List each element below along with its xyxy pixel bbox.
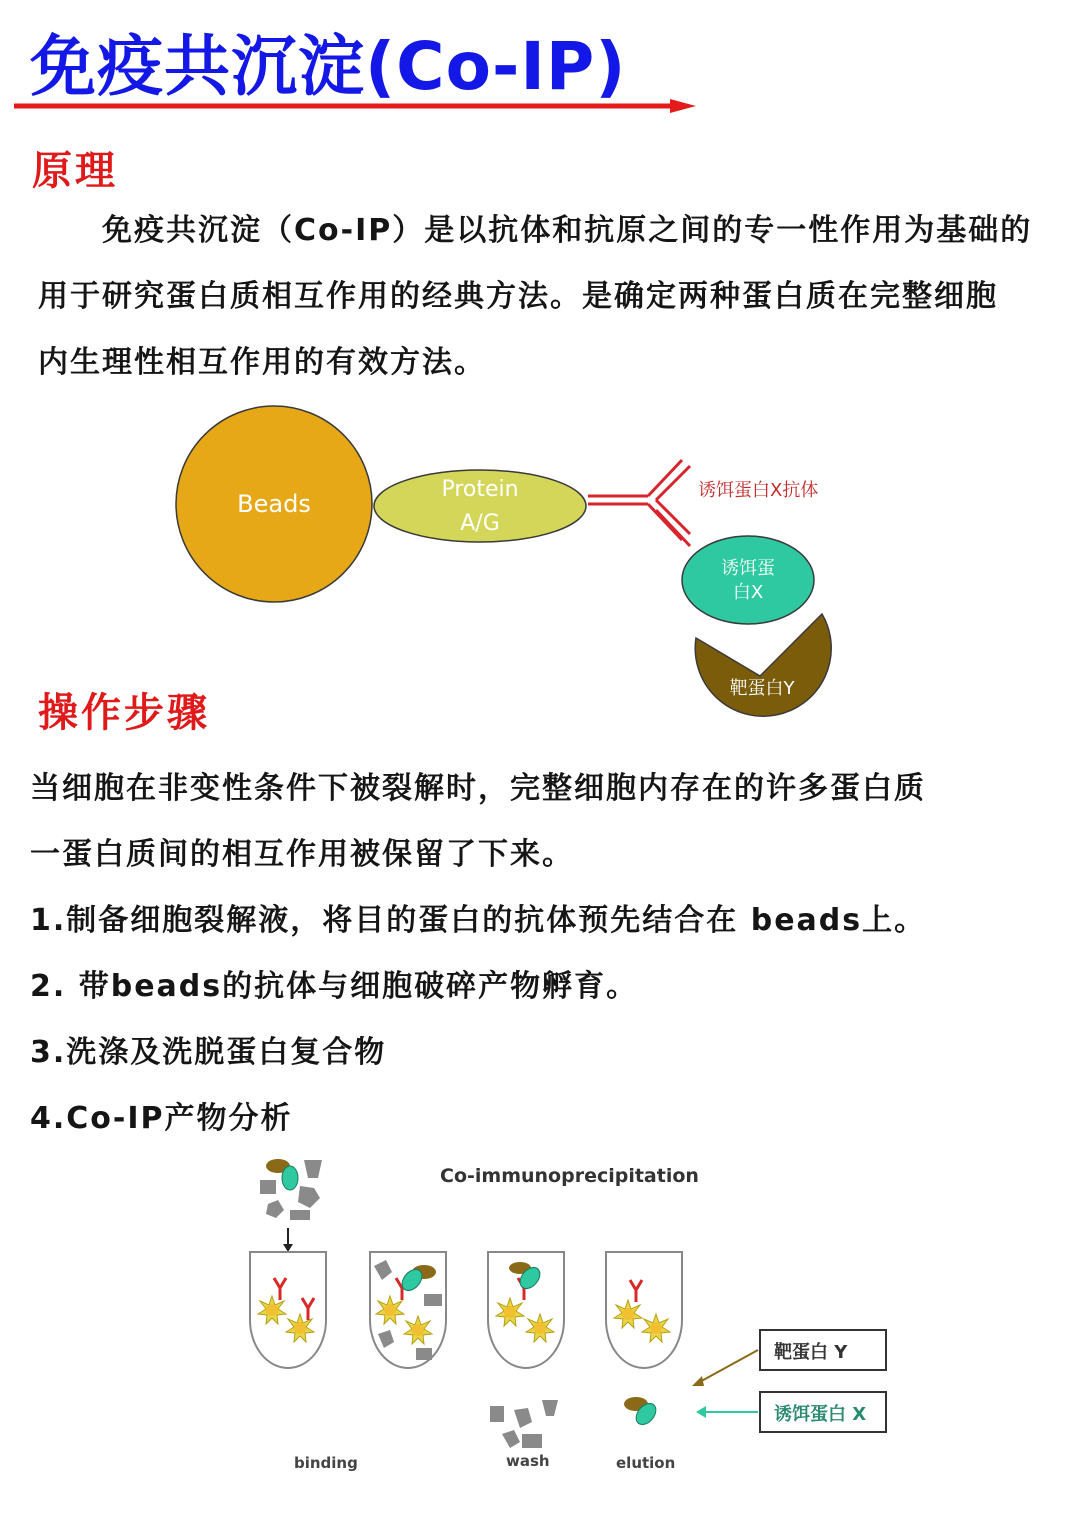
tube-binding-empty bbox=[250, 1252, 326, 1368]
label-elution: elution bbox=[616, 1454, 676, 1472]
title-underline-arrow bbox=[10, 96, 700, 116]
steps-intro-line-2: 一蛋白质间的相互作用被保留了下来。 bbox=[30, 837, 574, 872]
protein-ag-label-1: Protein bbox=[441, 477, 519, 502]
target-protein-y bbox=[695, 614, 831, 716]
legend-bait-label: 诱饵蛋白 X bbox=[774, 1404, 867, 1425]
legend-target-arrow bbox=[696, 1350, 758, 1384]
washed-proteins bbox=[490, 1400, 558, 1448]
legend-target-label: 靶蛋白 Y bbox=[774, 1342, 848, 1363]
steps-heading: 操作步骤 bbox=[38, 690, 210, 736]
steps-text bbox=[30, 756, 926, 1152]
tube-elution bbox=[606, 1252, 682, 1368]
beads-label: Beads bbox=[237, 490, 311, 518]
label-binding: binding bbox=[294, 1454, 358, 1472]
bait-label-1: 诱饵蛋 bbox=[721, 558, 775, 579]
step-4: 4.Co-IP产物分析 bbox=[30, 1101, 293, 1136]
coip-workflow-diagram bbox=[240, 1148, 900, 1488]
principle-line-1: 免疫共沉淀（Co-IP）是以抗体和抗原之间的专一性作用为基础的 bbox=[102, 213, 1033, 248]
down-arrow-icon bbox=[283, 1228, 293, 1252]
page-title: 免疫共沉淀(Co-IP) bbox=[30, 28, 627, 105]
target-label: 靶蛋白Y bbox=[729, 678, 795, 699]
principle-line-3: 内生理性相互作用的有效方法。 bbox=[38, 345, 486, 380]
coip-principle-diagram bbox=[160, 398, 880, 738]
lysate-mixture bbox=[260, 1159, 322, 1220]
bait-label-2: 白X bbox=[732, 582, 764, 603]
principle-line-2: 用于研究蛋白质相互作用的经典方法。是确定两种蛋白质在完整细胞 bbox=[38, 279, 998, 314]
step-1: 1.制备细胞裂解液，将目的蛋白的抗体预先结合在 beads上。 bbox=[30, 903, 927, 938]
antibody-shape bbox=[588, 460, 690, 546]
principle-text bbox=[38, 198, 1032, 396]
label-wash: wash bbox=[506, 1452, 550, 1470]
principle-heading: 原理 bbox=[32, 148, 118, 194]
bait-protein-x bbox=[682, 536, 814, 624]
protein-ag-label-2: A/G bbox=[460, 511, 500, 536]
step-3: 3.洗涤及洗脱蛋白复合物 bbox=[30, 1035, 387, 1070]
steps-intro-line-1: 当细胞在非变性条件下被裂解时，完整细胞内存在的许多蛋白质 bbox=[30, 771, 926, 806]
antibody-label: 诱饵蛋白X抗体 bbox=[698, 480, 819, 501]
workflow-title: Co-immunoprecipitation bbox=[440, 1165, 699, 1187]
step-2: 2. 带beads的抗体与细胞破碎产物孵育。 bbox=[30, 969, 639, 1004]
